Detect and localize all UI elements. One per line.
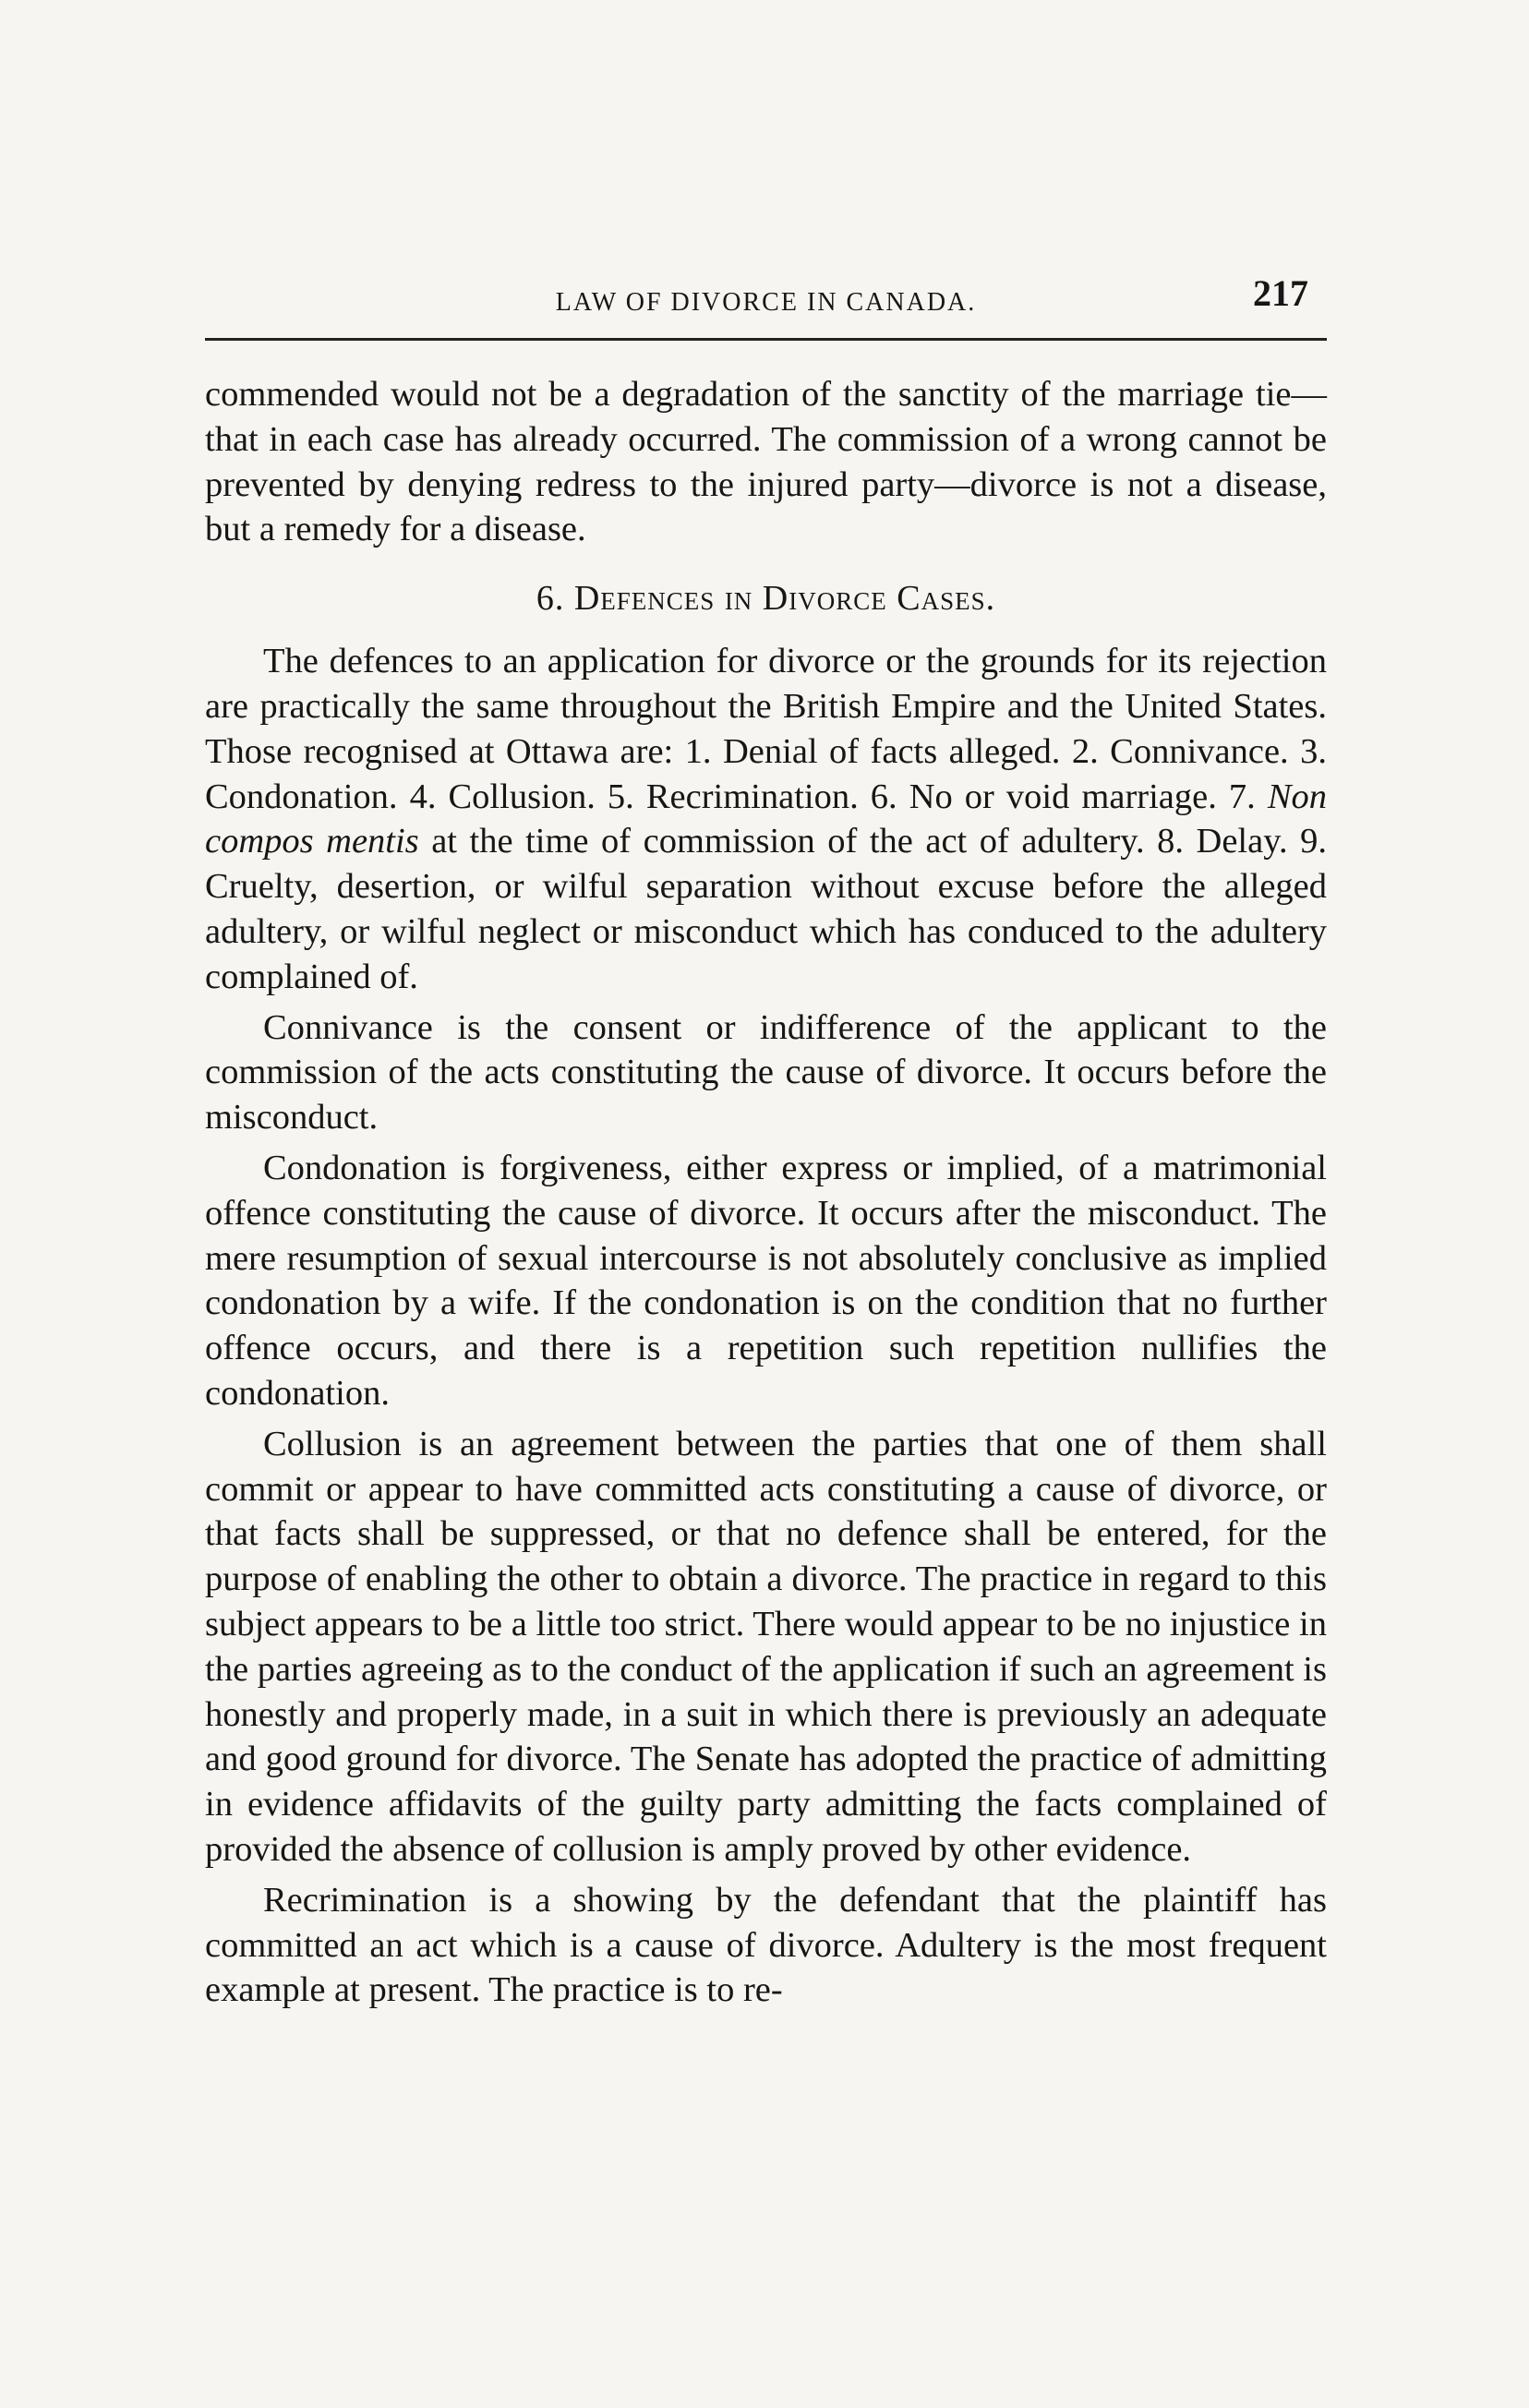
defences-text-end: at the time of commission of the act of adultery. 8. Delay. 9. Cruelty, desertion, or wilful separation without excuse before the alleged adultery, or wilful neglect or misconduct which has conduced to the adultery complained of. <box>205 822 1327 996</box>
defences-text-start: The defences to an application for divorce or the grounds for its rejection are practically the same throughout the British Empire and the United States. Those recognised at Ottawa are: 1. Denial of facts alleged. 2. Connivance. 3. Condonation. 4. Collusion. 5. Recrimination. 6. No or void marriage. 7. <box>205 642 1327 816</box>
running-head: LAW OF DIVORCE IN CANADA. <box>555 288 977 317</box>
paragraph-continued: commended would not be a degradation of the sanctity of the marriage tie—that in each case has already occurred. The commission of a wrong cannot be prevented by denying redress to the injured party—divorce is not a disease, but a remedy for a disease. <box>205 375 1327 549</box>
paragraph-condonation: Condonation is forgiveness, either express or implied, of a matrimonial offence constituting the cause of divorce. It occurs after the misconduct. The mere resumption of sexual intercourse is not absolutely conclusive as implied condonation by a wife. If the condonation is on the condition that no further offence occurs, and there is a repetition such repetition nullifies the condonation. <box>205 1148 1327 1413</box>
section-number: 6. <box>536 579 565 619</box>
page-number: 217 <box>1253 272 1308 314</box>
latin-term: Non compos mentis <box>205 777 1328 861</box>
paragraph-recrimination: Recrimination is a showing by the defendant that the plaintiff has committed an act which is a cause of divorce. Adultery is the most frequent example at present. The practice is to re- <box>205 1880 1327 2010</box>
paragraph-collusion: Collusion is an agreement between the parties that one of them shall commit or appear to have committed acts constituting a cause of divorce, or that facts shall be suppressed, or that no defence shall be entered, for the purpose of enabling the other to obtain a divorce. The practice in regard to this subject appears to be a little too strict. There would appear to be no injustice in the parties agreeing as to the conduct of the application if such an agreement is honestly and properly made, in a suit in which there is previously an adequate and good ground for divorce. The Senate has adopted the practice of admitting in evidence affidavits of the guilty party admitting the facts complained of provided the absence of collusion is amply proved by other evidence. <box>205 1424 1327 1869</box>
header-rule <box>205 338 1327 341</box>
paragraph-defences <box>205 639 1327 999</box>
book-page <box>205 268 1327 2013</box>
section-title: Defences in Divorce Cases. <box>573 579 996 619</box>
paragraph-connivance: Connivance is the consent or indifference of the applicant to the commission of the acts constituting the cause of divorce. It occurs before the misconduct. <box>205 1007 1327 1138</box>
section-heading <box>205 578 1327 619</box>
page-header <box>205 268 1327 338</box>
